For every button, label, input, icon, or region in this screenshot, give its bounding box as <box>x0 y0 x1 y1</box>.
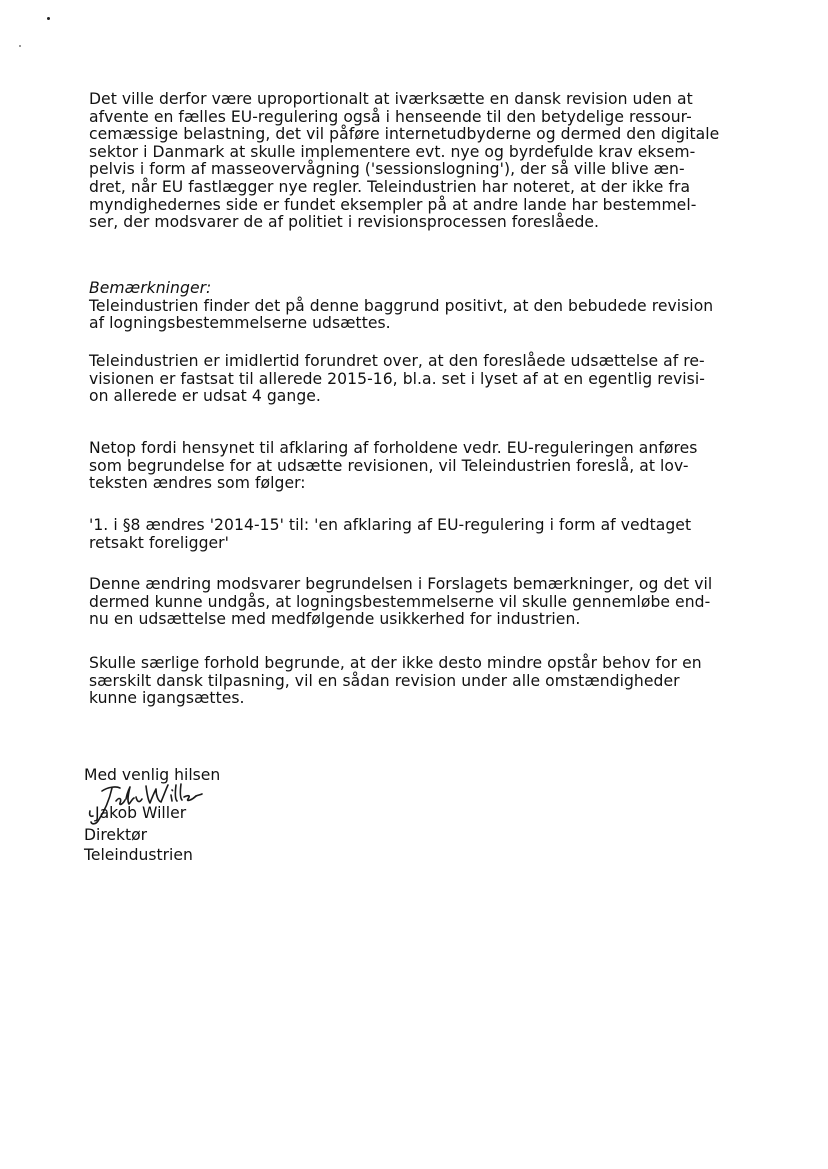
signer-organization: Teleindustrien <box>84 846 193 864</box>
text-line: ser, der modsvarer de af politiet i revisionsprocessen foreslåede. <box>89 213 600 232</box>
body-paragraph <box>89 576 739 629</box>
text-line: nu en udsættelse med medfølgende usikkerhed for industrien. <box>89 610 581 629</box>
text-line: afvente en fælles EU-regulering også i henseende til den betydelige ressour- <box>89 107 692 126</box>
scan-speck <box>19 45 21 47</box>
text-line: Teleindustrien er imidlertid forundret over, at den foreslåede udsættelse af re- <box>89 352 705 370</box>
text-line: on allerede er udsat 4 gange. <box>89 387 321 406</box>
text-line: sektor i Danmark at skulle implementere evt. nye og byrdefulde krav eksem- <box>89 142 696 161</box>
text-line: Skulle særlige forhold begrunde, at der ikke desto mindre opstår behov for en <box>89 654 702 672</box>
signer-title: Direktør <box>84 826 148 844</box>
text-line: '1. i §8 ændres '2014-15' til: 'en afklaring af EU-regulering i form af vedtaget <box>89 516 692 534</box>
amendment-paragraph <box>89 517 739 552</box>
remarks-heading: Bemærkninger: <box>89 279 212 297</box>
text-line: myndighedernes side er fundet eksempler på at andre lande har bestemmel- <box>89 195 697 214</box>
body-paragraph <box>89 353 739 406</box>
text-line: Det ville derfor være uproportionalt at iværksætte en dansk revision uden at <box>89 90 693 108</box>
body-paragraph <box>89 91 739 232</box>
text-line: pelvis i form af masseovervågning ('sessionslogning'), der så ville blive æn- <box>89 160 685 179</box>
signer-name: Jakob Willer <box>95 804 187 822</box>
text-line: Netop fordi hensynet til afklaring af forholdene vedr. EU-reguleringen anføres <box>89 439 698 457</box>
text-line: visionen er fastsat til allerede 2015-16, bl.a. set i lyset af at en egentlig revisi- <box>89 369 705 388</box>
text-line: dermed kunne undgås, at logningsbestemmelserne vil skulle gennemløbe end- <box>89 592 711 611</box>
text-line: kunne igangsættes. <box>89 689 245 708</box>
text-line: Teleindustrien finder det på denne baggrund positivt, at den bebudede revision <box>89 296 714 315</box>
text-line: Denne ændring modsvarer begrundelsen i Forslagets bemærkninger, og det vil <box>89 575 713 593</box>
text-line: særskilt dansk tilpasning, vil en sådan revision under alle omstændigheder <box>89 671 680 690</box>
text-line: dret, når EU fastlægger nye regler. Teleindustrien har noteret, at der ikke fra <box>89 177 691 196</box>
closing-greeting: Med venlig hilsen <box>84 766 221 784</box>
body-paragraph <box>89 440 739 493</box>
body-paragraph <box>89 655 739 708</box>
remarks-section <box>89 280 739 333</box>
text-line: som begrundelse for at udsætte revisionen, vil Teleindustrien foreslå, at lov- <box>89 456 689 475</box>
text-line: cemæssige belastning, det vil påføre internetudbyderne og dermed den digitale <box>89 125 720 144</box>
text-line: teksten ændres som følger: <box>89 474 306 493</box>
scan-speck <box>47 17 50 20</box>
text-line: af logningsbestemmelserne udsættes. <box>89 314 391 333</box>
text-line: retsakt foreligger' <box>89 533 229 552</box>
